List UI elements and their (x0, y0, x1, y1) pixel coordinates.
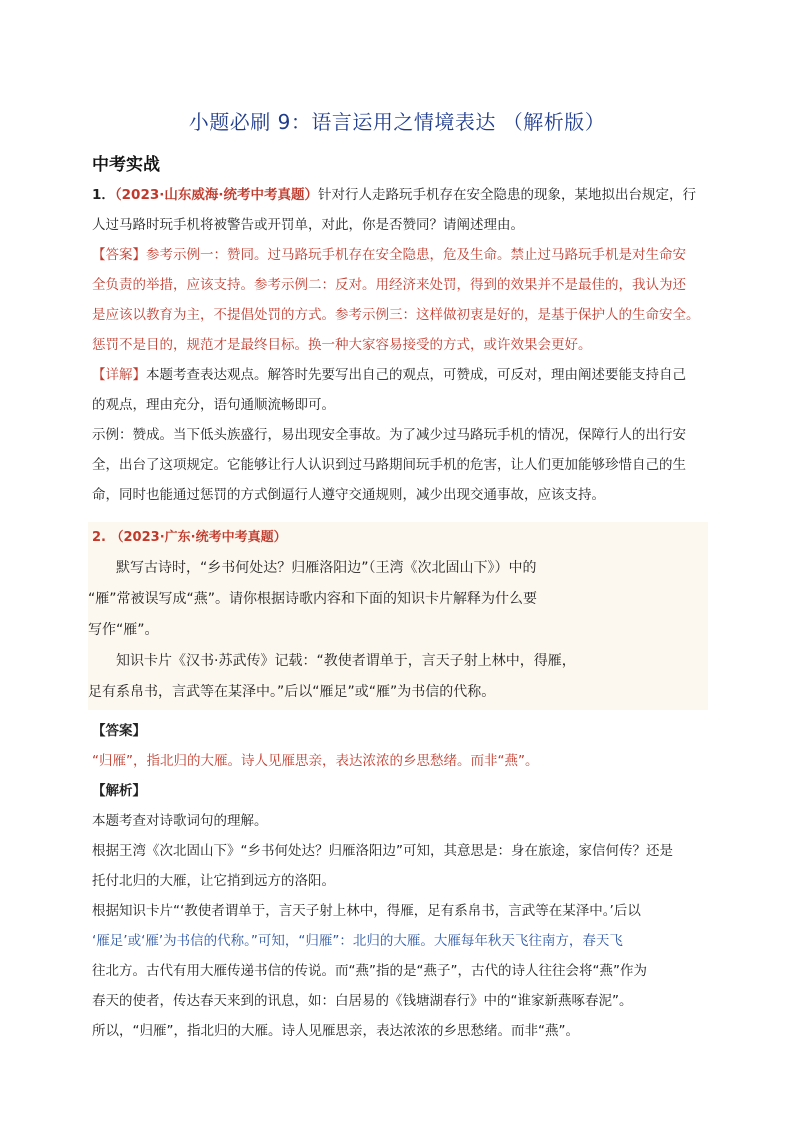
detail-text: 的观点，理由充分，语句通顺流畅即可。 (92, 397, 335, 413)
answer-line (92, 240, 704, 270)
analysis-text: 托付北归的大雁，让它捎到远方的洛阳。 (92, 873, 335, 889)
detail-text: 命，同时也能通过惩罚的方式倒逼行人遵守交通规则，减少出现交通事故，应该支持。 (92, 487, 605, 503)
question-1 (92, 180, 704, 510)
question-number: 1． (92, 187, 115, 203)
analysis-text: 根据知识卡片“‘教使者谓单于，言天子射上林中，得雁，足有系帛书，言武等在某泽中。’后以 (92, 903, 641, 919)
knowledge-card-text: 足有系帛书，言武等在某泽中。”后以“雁足”或“雁”为书信的代称。 (88, 684, 496, 700)
question-2-text: 写作“雁”。 (88, 622, 159, 638)
knowledge-card-text: 知识卡片《汉书·苏武传》记载：“教使者谓单于，言天子射上林中，得雁， (116, 653, 576, 669)
detail-text: 全，出台了这项规定。它能够让行人认识到过马路期间玩手机的危害，让人们更加能够珍惜自己的生 (92, 457, 686, 473)
page-title: 小题必刷 9：语言运用之情境表达 （解析版） (188, 110, 606, 134)
analysis-tag: 【解析】 (92, 783, 146, 799)
question-1-line-1 (92, 180, 704, 210)
answer-text: 是应该以教育为主，不提倡处罚的方式。参考示例三：这样做初衷是好的，是基于保护人的生命安全。 (92, 307, 700, 323)
question-source: （2023·山东威海·统考中考真题） (114, 187, 318, 203)
analysis-text: 根据王湾《次北固山下》“乡书何处达？归雁洛阳边”可知，其意思是：身在旅途，家信何传？还是 (92, 843, 673, 859)
detail-line (92, 360, 704, 390)
question-2-text: “雁”常被误写成“燕”。请你根据诗歌内容和下面的知识卡片解释为什么要 (88, 591, 538, 607)
analysis-text: ‘雁足’或‘雁’为书信的代称。”可知，“归雁”：北归的大雁。大雁每年秋天飞往南方，春天飞 (92, 933, 623, 949)
question-1-line-2: 人过马路时玩手机将被警告或开罚单，对此，你是否赞同？请阐述理由。 (92, 217, 524, 233)
analysis-text: 所以，“归雁”，指北归的大雁。诗人见雁思亲，表达浓浓的乡思愁绪。而非“燕”。 (92, 1023, 579, 1039)
answer-text: “归雁”，指北归的大雁。诗人见雁思亲，表达浓浓的乡思愁绪。而非“燕”。 (92, 753, 539, 769)
question-2-box (88, 522, 708, 710)
analysis-text: 往北方。古代有用大雁传递书信的传说。而“燕”指的是“燕子”，古代的诗人往往会将“燕”作为 (92, 963, 647, 979)
answer-text: 惩罚不是目的，规范才是最终目标。换一种大家容易接受的方式，或许效果会更好。 (92, 337, 592, 353)
question-text: 针对行人走路玩手机存在安全隐患的现象，某地拟出台规定，行 (318, 187, 696, 203)
detail-text: 示例：赞成。当下低头族盛行，易出现安全事故。为了减少过马路玩手机的情况，保障行人的出行安 (92, 427, 686, 443)
analysis-text: 春天的使者，传达春天来到的讯息，如：白居易的《钱塘湖春行》中的“谁家新燕啄春泥”。 (92, 993, 633, 1009)
detail-text: 本题考查表达观点。解答时先要写出自己的观点，可赞成，可反对，理由阐述要能支持自己 (146, 367, 686, 383)
detail-tag: 【详解】 (92, 367, 146, 383)
answer-text: 全负责的举措，应该支持。参考示例二：反对。用经济来处罚，得到的效果并不是最佳的，我认为还 (92, 277, 686, 293)
answer-tag: 【答案】 (92, 247, 146, 263)
question-2-answer (92, 716, 704, 1046)
question-2-header: 2. （2023·广东·统考中考真题） (92, 530, 287, 545)
analysis-text: 本题考查对诗歌词句的理解。 (92, 813, 268, 829)
question-2-text: 默写古诗时，“乡书何处达？归雁洛阳边”（王湾《次北固山下》）中的 (116, 560, 537, 576)
answer-tag: 【答案】 (92, 723, 146, 739)
section-heading: 中考实战 (92, 155, 160, 175)
answer-text: 参考示例一：赞同。过马路玩手机存在安全隐患，危及生命。禁止过马路玩手机是对生命安 (146, 247, 686, 263)
